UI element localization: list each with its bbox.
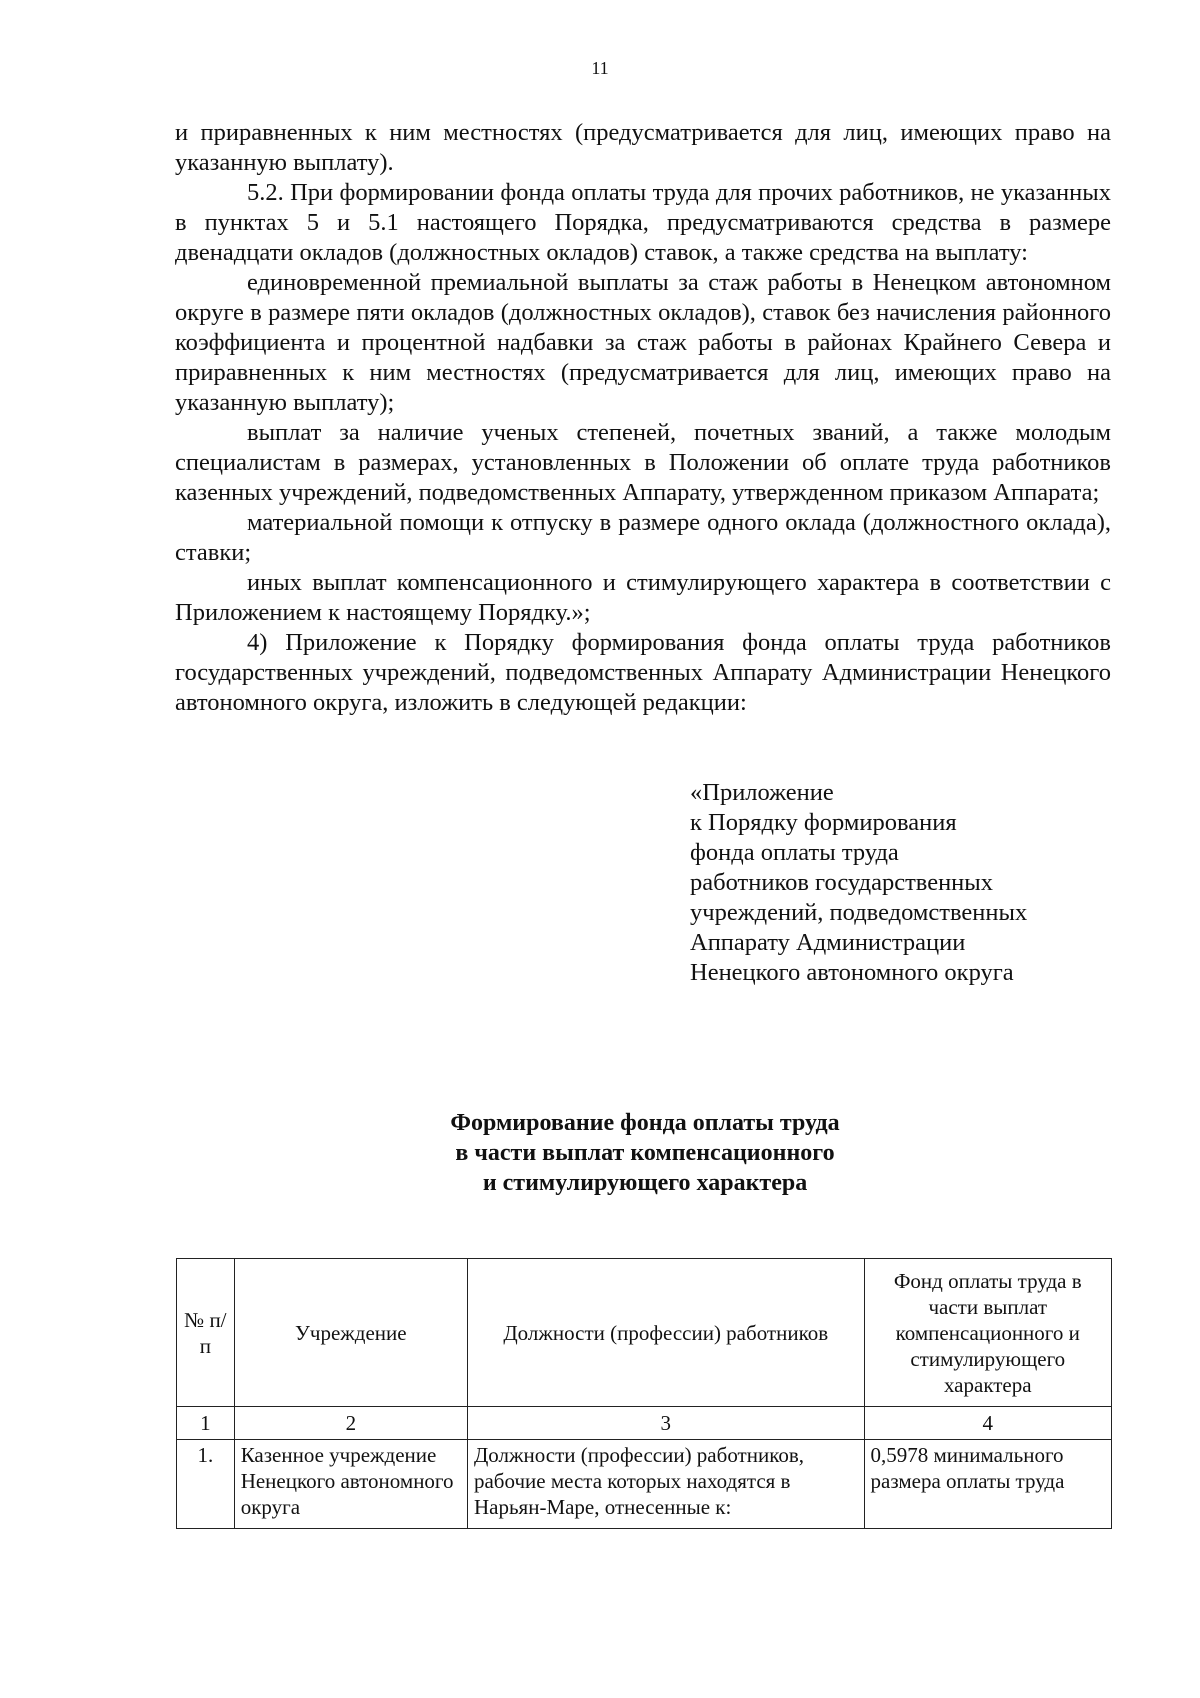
row-positions: Должности (профессии) работников, рабочие места которых находятся в Нарьян-Маре, отнесенные к:	[467, 1440, 864, 1529]
header-institution: Учреждение	[234, 1259, 467, 1407]
paragraph-premium-payment: единовременной премиальной выплаты за стаж работы в Ненецком автономном округе в размере пяти окладов (должностных окладов), ставок без начисления районного коэффициента и процентной надбавки за стаж работы в районах Крайнего Севера и приравненных к ним местностях (предусматривается для лиц, имеющих право на указанную выплату);	[175, 269, 1111, 416]
paragraph-degree-payments: выплат за наличие ученых степеней, почетных званий, а также молодым специалистам в размерах, установленных в Положении об оплате труда работников казенных учреждений, подведомственных Аппарату, утвержденном приказом Аппарата;	[175, 419, 1111, 506]
appendix-line: учреждений, подведомственных	[690, 899, 1028, 926]
column-number: 3	[467, 1407, 864, 1440]
appendix-line: фонда оплаты труда	[690, 839, 899, 866]
title-line: в части выплат компенсационного	[455, 1140, 835, 1166]
paragraph-other-payments: иных выплат компенсационного и стимулирующего характера в соответствии с Приложением к настоящему Порядку.»;	[175, 569, 1111, 626]
appendix-line: работников государственных	[690, 869, 994, 896]
table-header-row	[177, 1259, 1112, 1407]
table-column-numbers-row	[177, 1407, 1112, 1440]
row-number: 1.	[177, 1440, 235, 1529]
column-number: 4	[864, 1407, 1111, 1440]
body-text	[175, 118, 1111, 718]
header-fund: Фонд оплаты труда в части выплат компенсационного и стимулирующего характера	[864, 1259, 1111, 1407]
paragraph-material-aid: материальной помощи к отпуску в размере одного оклада (должностного оклада), ставки;	[175, 509, 1111, 566]
table-row	[177, 1440, 1112, 1529]
header-positions: Должности (профессии) работников	[467, 1259, 864, 1407]
appendix-line: к Порядку формирования	[690, 809, 957, 836]
paragraph-continuation: и приравненных к ним местностях (предусматривается для лиц, имеющих право на указанную выплату).	[175, 119, 1111, 176]
row-institution: Казенное учреждение Ненецкого автономного округа	[234, 1440, 467, 1529]
column-number: 1	[177, 1407, 235, 1440]
page-number: 11	[591, 58, 609, 78]
document-title	[0, 1108, 1200, 1198]
appendix-line: Аппарату Администрации	[690, 929, 966, 956]
column-number: 2	[234, 1407, 467, 1440]
title-line: Формирование фонда оплаты труда	[450, 1110, 840, 1136]
paragraph-5-2: 5.2. При формировании фонда оплаты труда для прочих работников, не указанных в пунктах 5 и 5.1 настоящего Порядка, предусматриваются средства в размере двенадцати окладов (должностных окладов) ставок, а также средства на выплату:	[175, 179, 1111, 266]
appendix-header	[690, 778, 1027, 988]
appendix-line: Ненецкого автономного округа	[690, 959, 1014, 986]
fund-table	[176, 1258, 1112, 1529]
row-fund: 0,5978 минимального размера оплаты труда	[864, 1440, 1111, 1529]
title-line: и стимулирующего характера	[482, 1170, 808, 1196]
header-number: № п/п	[177, 1259, 235, 1407]
appendix-line: «Приложение	[690, 779, 834, 806]
paragraph-item-4: 4) Приложение к Порядку формирования фонда оплаты труда работников государственных учреждений, подведомственных Аппарату Администрации Ненецкого автономного округа, изложить в следующей редакции:	[175, 629, 1111, 716]
